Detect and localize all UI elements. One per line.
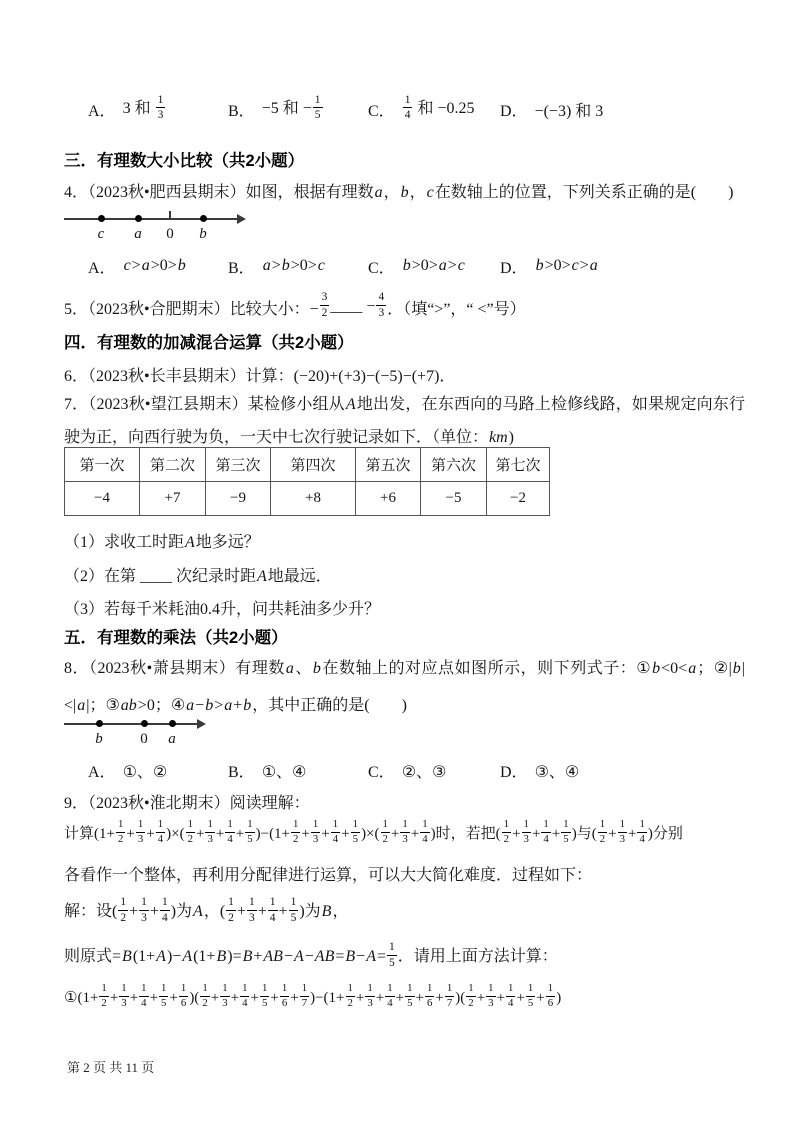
q8-option-d — [500, 759, 579, 782]
q3-option-c-label: C． — [368, 102, 395, 120]
origin-label: 0 — [140, 731, 148, 747]
q9-solution-setup: 解：设( $\frac{1}{2}$ + $\frac{1}{3}$ + $\frac{1}{4}$ )为 A ，( $\frac{1}{2}$ + $\frac{1}{3}$ + $\frac{1}{4}$ + $\frac{1}{5}$ )为 B ， — [64, 896, 349, 924]
q4-options-row — [88, 254, 753, 278]
q3-option-a-label: A． — [88, 102, 116, 120]
table-header-cell: 第二次 — [140, 448, 206, 482]
q3-option-c-text: $\frac{1}{4}$ 和 −0.25 — [404, 93, 475, 121]
q4-option-b-label: B． — [228, 259, 255, 277]
table-header-cell: 第五次 — [356, 448, 421, 482]
table-value-cell: +7 — [140, 482, 206, 516]
section-4-heading: 四．有理数的加减混合运算（共2小题） — [64, 334, 354, 352]
axis-arrow-icon — [197, 719, 206, 729]
table-value-cell: +6 — [356, 482, 421, 516]
q4-option-d — [500, 255, 599, 278]
q3-option-a — [88, 95, 228, 123]
q7-records-table — [64, 447, 550, 516]
q8-option-a-label: A． — [88, 763, 116, 781]
table-value-cell: +8 — [271, 482, 356, 516]
q3-option-d — [500, 98, 603, 121]
q8-option-c-text: ②、③ — [401, 763, 447, 781]
point-b-label: b — [199, 226, 207, 242]
q7-sub3: （3）若每千米耗油0.4升，问共耗油多少升？ — [64, 601, 381, 618]
point-c-dot — [98, 215, 105, 222]
q4-number-line — [64, 202, 364, 250]
point-a-label: a — [168, 731, 176, 747]
axis-line — [64, 723, 200, 725]
q8-option-c — [368, 759, 500, 782]
q8-option-a-text: ①、② — [122, 763, 168, 781]
q8-option-c-label: C． — [368, 763, 395, 781]
section-3-heading: 三．有理数大小比较（共2小题） — [64, 152, 305, 170]
q9-exercise-formula: ①(1+ $\frac{1}{2}$ + $\frac{1}{3}$ + $\frac{1}{4}$ + $\frac{1}{5}$ + $\frac{1}{6}$ )( $\frac{1}{2}$ + $\frac{1}{3}$ + $\frac{1}{4}$ + $\frac{1}{5}$ + $\frac{1}{6}$ + $\frac{1}{7}$ )−(1+ $\frac{1}{2}$ + $\frac{1}{3}$ + $\frac{1}{4}$ + $\frac{1}{5}$ + $\frac{1}{6}$ + $\frac{1}{7}$ )( $\frac{1}{2}$ + $\frac{1}{3}$ + $\frac{1}{4}$ + $\frac{1}{5}$ + $\frac{1}{6}$ ) — [64, 982, 562, 1009]
q8-options-row — [88, 758, 753, 782]
q9-head: 9．（2023秋•淮北期末）阅读理解： — [64, 795, 310, 812]
table-header-row — [65, 448, 550, 482]
q7-sub2: （2）在第 ____ 次纪录时距A地最远． — [64, 568, 332, 585]
section-5-heading: 五．有理数的乘法（共2小题） — [64, 629, 288, 647]
q8-option-b-text: ①、④ — [261, 763, 307, 781]
q3-option-b — [228, 95, 368, 123]
q3-option-b-label: B． — [228, 102, 255, 120]
point-b-dot — [200, 215, 207, 222]
origin-label: 0 — [166, 226, 174, 242]
q4-option-d-label: D． — [500, 259, 528, 277]
q3-option-d-text: −(−3) 和 3 — [534, 102, 604, 120]
q4-option-d-text: b>0>c>a — [535, 257, 598, 274]
q8-stem: 8．（2023秋•萧县期末）有理数a、b在数轴上的对应点如图所示，则下列式子：①b<0<a；②|b|<|a|；③ab>0；④a−b>a+b，其中正确的是( ) — [64, 660, 745, 714]
table-header-cell: 第四次 — [271, 448, 356, 482]
q8-option-b — [228, 759, 368, 782]
table-value-cell: −9 — [206, 482, 271, 516]
q4-option-a-text: c>a>0>b — [123, 257, 186, 274]
q5-stem: 5．（2023秋•合肥期末）比较大小：− $\frac{3}{2}$ ____ − $\frac{4}{3}$ ．（填“>”，“ <”号） — [64, 291, 526, 319]
q6-stem: 6．（2023秋•长丰县期末）计算：(−20)+(+3)−(−5)−(+7)． — [64, 368, 456, 385]
origin-tick — [169, 211, 171, 218]
table-value-cell: −2 — [487, 482, 550, 516]
q8-option-b-label: B． — [228, 763, 255, 781]
q3-option-c — [368, 95, 500, 123]
q4-option-c-label: C． — [368, 259, 395, 277]
q9-text-line: 各看作一个整体，再利用分配律进行运算，可以大大简化难度．过程如下： — [64, 867, 593, 884]
table-header-cell: 第七次 — [487, 448, 550, 482]
q7-sub1: （1）求收工时距A地多远？ — [64, 534, 260, 551]
table-value-cell: −5 — [421, 482, 487, 516]
q4-option-b — [228, 255, 368, 278]
point-c-label: c — [97, 226, 105, 242]
table-value-row — [65, 482, 550, 516]
point-b-label: b — [95, 731, 103, 747]
axis-arrow-icon — [237, 214, 246, 224]
q3-option-d-label: D． — [500, 102, 528, 120]
q4-option-c — [368, 255, 500, 278]
point-a-dot — [135, 215, 142, 222]
q8-number-line — [64, 707, 364, 755]
page-footer: 第 2 页 共 11 页 — [67, 1060, 155, 1075]
axis-line — [64, 218, 240, 220]
q4-option-b-text: a>b>0>c — [262, 257, 325, 274]
q8-option-d-label: D． — [500, 763, 528, 781]
q8-option-a — [88, 759, 228, 782]
q3-option-b-text: −5 和 − $\frac{1}{5}$ — [261, 93, 321, 121]
q4-option-a-label: A． — [88, 259, 116, 277]
point-a-dot — [169, 720, 176, 727]
q8-option-d-text: ③、④ — [534, 763, 580, 781]
q3-options-row — [88, 86, 753, 132]
q4-option-a — [88, 255, 228, 278]
table-header-cell: 第六次 — [421, 448, 487, 482]
q9-formula-line1: 计算(1+ $\frac{1}{2}$ + $\frac{1}{3}$ + $\frac{1}{4}$ )×( $\frac{1}{2}$ + $\frac{1}{3}$ + $\frac{1}{4}$ + $\frac{1}{5}$ )−(1+ $\frac{1}{2}$ + $\frac{1}{3}$ + $\frac{1}{4}$ + $\frac{1}{5}$ )×( $\frac{1}{2}$ + $\frac{1}{3}$ + $\frac{1}{4}$ )时，若把( $\frac{1}{2}$ + $\frac{1}{3}$ + $\frac{1}{4}$ + $\frac{1}{5}$ )与( $\frac{1}{2}$ + $\frac{1}{3}$ + $\frac{1}{4}$ )分别 — [64, 818, 683, 845]
q4-stem: 4．（2023秋•肥西县期末）如图，根据有理数a，b，c在数轴上的位置，下列关系正确的是( ) — [64, 184, 734, 201]
q3-option-a-text: 3 和 $\frac{1}{3}$ — [122, 93, 164, 121]
table-header-cell: 第三次 — [206, 448, 271, 482]
point-a-label: a — [134, 226, 142, 242]
q7-stem: 7．（2023秋•望江县期末）某检修小组从A地出发，在东西向的马路上检修线路，如果规定向东行驶为正，向西行驶为负，一天中七次行驶记录如下．（单位：km) — [64, 396, 745, 446]
table-header-cell: 第一次 — [65, 448, 140, 482]
origin-dot — [141, 720, 148, 727]
q4-option-c-text: b>0>a>c — [402, 257, 465, 274]
q9-solution-derivation: 则原式= B (1+ A )− A (1+ B )= B + AB − A − AB = B − A = $\frac{1}{5}$ ．请用上面方法计算： — [64, 941, 558, 969]
point-b-dot — [96, 720, 103, 727]
table-value-cell: −4 — [65, 482, 140, 516]
